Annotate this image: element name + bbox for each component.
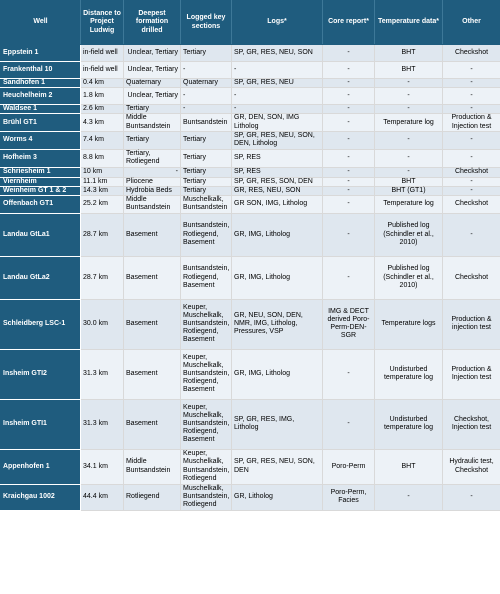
cell-logged: Tertiary <box>181 131 232 149</box>
cell-distance: 30.0 km <box>81 299 124 349</box>
cell-distance: 8.8 km <box>81 149 124 167</box>
cell-other: Checkshot, Injection test <box>443 399 500 449</box>
cell-distance: 11.1 km <box>81 177 124 186</box>
table-row <box>1 213 500 256</box>
table-row <box>1 88 500 105</box>
cell-deepest: Tertiary <box>124 131 181 149</box>
cell-temp: Published log (Schindler et al., 2010) <box>375 213 443 256</box>
table-row <box>1 167 500 177</box>
cell-logged: Tertiary <box>181 167 232 177</box>
cell-logs: SP, GR, RES, NEU, SON, DEN <box>232 449 323 484</box>
cell-deepest: Basement <box>124 213 181 256</box>
cell-core: - <box>323 177 375 186</box>
cell-logs: GR SON, IMG, Litholog <box>232 196 323 213</box>
cell-core: - <box>323 399 375 449</box>
cell-distance: 0.4 km <box>81 79 124 88</box>
cell-well: Landau GtLa2 <box>1 256 81 299</box>
cell-logs: SP, GR, RES, NEU <box>232 79 323 88</box>
cell-logged: Tertiary <box>181 45 232 62</box>
table-row <box>1 449 500 484</box>
cell-deepest: - <box>124 167 181 177</box>
cell-logs: - <box>232 62 323 79</box>
cell-other: - <box>443 484 500 510</box>
cell-distance: 25.2 km <box>81 196 124 213</box>
cell-deepest: Unclear, Tertiary <box>124 45 181 62</box>
cell-logs: GR, NEU, SON, DEN, NMR, IMG, Litholog, Pressures, VSP <box>232 299 323 349</box>
cell-logged: Buntsandstein, Rotliegend, Basement <box>181 213 232 256</box>
cell-other: Checkshot <box>443 167 500 177</box>
table-row <box>1 131 500 149</box>
cell-distance: 4.3 km <box>81 114 124 131</box>
cell-temp: - <box>375 484 443 510</box>
cell-distance: 31.3 km <box>81 399 124 449</box>
cell-logs: SP, GR, RES, IMG, Litholog <box>232 399 323 449</box>
cell-well: Offenbach GT1 <box>1 196 81 213</box>
table-row <box>1 105 500 114</box>
cell-well: Appenhofen 1 <box>1 449 81 484</box>
cell-deepest: Middle Buntsandstein <box>124 196 181 213</box>
table-row <box>1 349 500 399</box>
cell-deepest: Unclear, Tertiary <box>124 88 181 105</box>
cell-temp: - <box>375 167 443 177</box>
cell-core: - <box>323 114 375 131</box>
cell-temp: - <box>375 105 443 114</box>
cell-distance: 28.7 km <box>81 256 124 299</box>
cell-deepest: Basement <box>124 299 181 349</box>
cell-temp: Undisturbed temperature log <box>375 349 443 399</box>
cell-distance: 2.6 km <box>81 105 124 114</box>
cell-well: Kraichgau 1002 <box>1 484 81 510</box>
cell-other: Checkshot <box>443 256 500 299</box>
table-row <box>1 79 500 88</box>
cell-temp: - <box>375 149 443 167</box>
cell-distance: 7.4 km <box>81 131 124 149</box>
table-row <box>1 299 500 349</box>
table-row <box>1 196 500 213</box>
table-row <box>1 256 500 299</box>
cell-temp: BHT (GT1) <box>375 187 443 196</box>
cell-distance: 44.4 km <box>81 484 124 510</box>
cell-temp: Undisturbed temperature log <box>375 399 443 449</box>
cell-other: Production & injection test <box>443 299 500 349</box>
cell-deepest: Basement <box>124 349 181 399</box>
cell-other: - <box>443 131 500 149</box>
cell-logged: Buntsandstein, Rotliegend, Basement <box>181 256 232 299</box>
cell-deepest: Unclear, Tertiary <box>124 62 181 79</box>
cell-distance: 1.8 km <box>81 88 124 105</box>
cell-core: - <box>323 88 375 105</box>
cell-logs: - <box>232 88 323 105</box>
cell-well: Schleidberg LSC-1 <box>1 299 81 349</box>
table-row <box>1 45 500 62</box>
cell-logs: GR, IMG, Litholog <box>232 213 323 256</box>
cell-logs: SP, GR, RES, NEU, SON, DEN, Litholog <box>232 131 323 149</box>
table-row <box>1 62 500 79</box>
cell-well: Insheim GTI1 <box>1 399 81 449</box>
cell-temp: - <box>375 88 443 105</box>
cell-logged: Tertiary <box>181 177 232 186</box>
cell-core: - <box>323 167 375 177</box>
cell-core: - <box>323 213 375 256</box>
col-header-deepest: Deepest formation drilled <box>124 1 181 45</box>
col-header-well: Well <box>1 1 81 45</box>
cell-logged: - <box>181 105 232 114</box>
cell-deepest: Quaternary <box>124 79 181 88</box>
cell-temp: - <box>375 131 443 149</box>
cell-other: - <box>443 88 500 105</box>
cell-deepest: Tertiary <box>124 105 181 114</box>
cell-well: Heuchelheim 2 <box>1 88 81 105</box>
cell-core: - <box>323 62 375 79</box>
cell-temp: - <box>375 79 443 88</box>
cell-core: - <box>323 349 375 399</box>
cell-logged: Muschelkalk, Buntsandstein, Rotliegend <box>181 484 232 510</box>
cell-well: Insheim GTI2 <box>1 349 81 399</box>
cell-other: - <box>443 105 500 114</box>
cell-core: - <box>323 256 375 299</box>
cell-logs: SP, GR, RES, NEU, SON <box>232 45 323 62</box>
cell-well: Brühl GT1 <box>1 114 81 131</box>
cell-other: Production & Injection test <box>443 114 500 131</box>
table-row <box>1 177 500 186</box>
cell-logged: Tertiary <box>181 149 232 167</box>
cell-well: Schriesheim 1 <box>1 167 81 177</box>
table-row <box>1 484 500 510</box>
col-header-core: Core report* <box>323 1 375 45</box>
cell-logs: GR, Litholog <box>232 484 323 510</box>
cell-logs: GR, IMG, Litholog <box>232 349 323 399</box>
cell-temp: Temperature logs <box>375 299 443 349</box>
cell-temp: BHT <box>375 62 443 79</box>
cell-core: - <box>323 187 375 196</box>
cell-core: - <box>323 105 375 114</box>
cell-logs: GR, IMG, Litholog <box>232 256 323 299</box>
col-header-logs: Logs* <box>232 1 323 45</box>
cell-deepest: Rotliegend <box>124 484 181 510</box>
cell-well: Frankenthal 10 <box>1 62 81 79</box>
col-header-distance: Distance to Project Ludwig <box>81 1 124 45</box>
cell-well: Viernheim <box>1 177 81 186</box>
cell-other: - <box>443 79 500 88</box>
table-row <box>1 149 500 167</box>
cell-other: - <box>443 149 500 167</box>
cell-temp: Published log (Schindler et al., 2010) <box>375 256 443 299</box>
cell-distance: in-field well <box>81 45 124 62</box>
cell-temp: Temperature log <box>375 196 443 213</box>
cell-distance: 14.3 km <box>81 187 124 196</box>
cell-logs: SP, RES <box>232 149 323 167</box>
cell-core: Poro-Perm, Facies <box>323 484 375 510</box>
cell-well: Hofheim 3 <box>1 149 81 167</box>
cell-logged: Tertiary <box>181 187 232 196</box>
cell-core: Poro-Perm <box>323 449 375 484</box>
table-row <box>1 399 500 449</box>
cell-logs: GR, DEN, SON, IMG Litholog <box>232 114 323 131</box>
cell-temp: BHT <box>375 449 443 484</box>
cell-logged: Keuper, Muschelkalk, Buntsandstein, Rotliegend <box>181 449 232 484</box>
cell-other: - <box>443 213 500 256</box>
cell-deepest: Basement <box>124 256 181 299</box>
cell-logged: Muschelkalk, Buntsandstein <box>181 196 232 213</box>
cell-logs: GR, RES, NEU, SON <box>232 187 323 196</box>
cell-other: Checkshot <box>443 45 500 62</box>
cell-logs: SP, GR, RES, SON, DEN <box>232 177 323 186</box>
cell-core: - <box>323 79 375 88</box>
cell-logs: - <box>232 105 323 114</box>
cell-logged: - <box>181 88 232 105</box>
col-header-logged: Logged key sections <box>181 1 232 45</box>
cell-well: Worms 4 <box>1 131 81 149</box>
cell-distance: 10 km <box>81 167 124 177</box>
cell-logged: Quaternary <box>181 79 232 88</box>
cell-deepest: Hydrobia Beds <box>124 187 181 196</box>
cell-deepest: Middle Buntsandstein <box>124 449 181 484</box>
cell-temp: BHT <box>375 45 443 62</box>
table-row <box>1 187 500 196</box>
cell-distance: 31.3 km <box>81 349 124 399</box>
cell-temp: BHT <box>375 177 443 186</box>
cell-other: - <box>443 177 500 186</box>
cell-core: - <box>323 131 375 149</box>
cell-logged: Keuper, Muschelkalk, Buntsandstein, Rotliegend, Basement <box>181 399 232 449</box>
cell-logged: - <box>181 62 232 79</box>
cell-deepest: Pliocene <box>124 177 181 186</box>
table-row <box>1 114 500 131</box>
cell-logged: Buntsandstein <box>181 114 232 131</box>
cell-deepest: Middle Buntsandstein <box>124 114 181 131</box>
cell-core: - <box>323 45 375 62</box>
cell-deepest: Basement <box>124 399 181 449</box>
cell-other: Production & Injection test <box>443 349 500 399</box>
cell-other: Hydraulic test, Checkshot <box>443 449 500 484</box>
cell-well: Landau GtLa1 <box>1 213 81 256</box>
cell-distance: in-field well <box>81 62 124 79</box>
cell-logged: Keuper, Muschelkalk, Buntsandstein, Rotliegend, Basement <box>181 349 232 399</box>
cell-well: Sandhofen 1 <box>1 79 81 88</box>
cell-core: - <box>323 149 375 167</box>
cell-well: Weinheim GT 1 & 2 <box>1 187 81 196</box>
cell-other: - <box>443 187 500 196</box>
cell-distance: 28.7 km <box>81 213 124 256</box>
cell-logs: SP, RES <box>232 167 323 177</box>
cell-well: Eppstein 1 <box>1 45 81 62</box>
col-header-other: Other <box>443 1 500 45</box>
cell-core: - <box>323 196 375 213</box>
cell-deepest: Tertiary, Rotliegend <box>124 149 181 167</box>
cell-other: Checkshot <box>443 196 500 213</box>
col-header-temp: Temperature data* <box>375 1 443 45</box>
cell-well: Waldsee 1 <box>1 105 81 114</box>
cell-distance: 34.1 km <box>81 449 124 484</box>
cell-temp: Temperature log <box>375 114 443 131</box>
header-row <box>1 1 500 45</box>
cell-core: IMG & DECT derived Poro-Perm-DEN-SGR <box>323 299 375 349</box>
cell-logged: Keuper, Muschelkalk, Buntsandstein, Rotliegend, Basement <box>181 299 232 349</box>
cell-other: - <box>443 62 500 79</box>
